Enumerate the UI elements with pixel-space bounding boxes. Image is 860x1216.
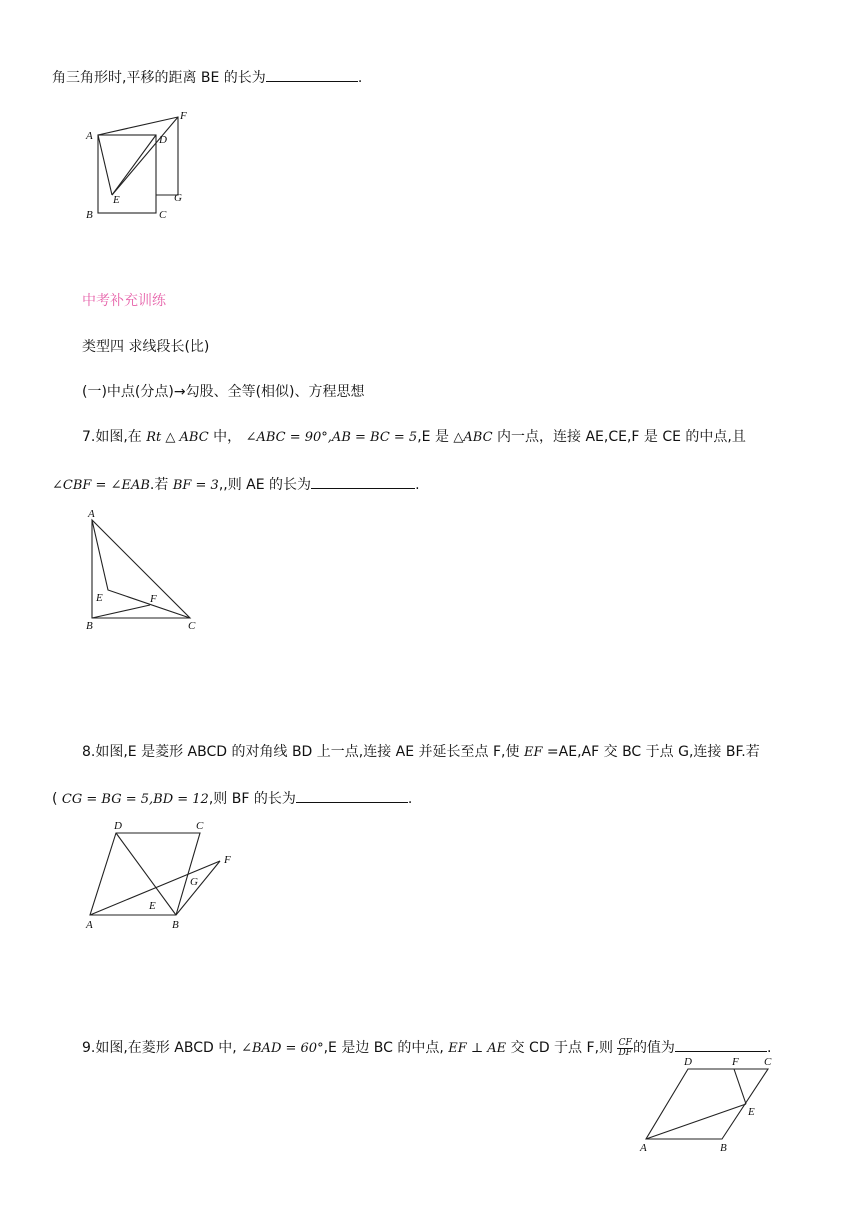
- label-F: F: [150, 593, 157, 605]
- fraction-cf-df: $\frac{CF}{DF}$: [618, 1037, 632, 1058]
- question-9: 9.如图,在菱形 ABCD 中, ∠BAD = 60°,E 是边 BC 的中点, EF ⊥ AE 交 CD 于点 F,则 $\frac{CF}{DF}$ 的值为 .: [82, 1037, 772, 1058]
- label-F: F: [732, 1056, 739, 1068]
- section-type-title: 类型四 求线段长(比): [82, 339, 210, 355]
- label-C: C: [764, 1056, 772, 1068]
- label-C: C: [196, 820, 204, 832]
- label-E: E: [113, 194, 120, 206]
- label-A: A: [86, 919, 93, 931]
- label-B: B: [172, 919, 179, 931]
- label-G: G: [190, 876, 198, 888]
- label-A: A: [640, 1142, 647, 1154]
- label-D: D: [114, 820, 122, 832]
- figure-translated-square: [80, 105, 200, 225]
- answer-blank[interactable]: [296, 787, 408, 803]
- label-A: A: [86, 130, 93, 142]
- label-G: G: [174, 192, 182, 204]
- question-6-tail: 角三角形时,平移的距离 BE 的长为 .: [52, 66, 362, 88]
- label-C: C: [188, 620, 196, 632]
- question-8-line-1: 8.如图,E 是菱形 ABCD 的对角线 BD 上一点,连接 AE 并延长至点 F,使 EF =AE,AF 交 BC 于点 G,连接 BF.若: [82, 744, 760, 760]
- label-A: A: [88, 508, 95, 520]
- label-E: E: [149, 900, 156, 912]
- figure-rhombus-60: [632, 1053, 782, 1158]
- question-7-line-1: 7.如图,在 Rt △ ABC 中， ∠ABC = 90°,AB = BC = 5,E 是 △ABC 内一点，连接 AE,CE,F 是 CE 的中点,且: [82, 429, 746, 445]
- answer-blank[interactable]: [675, 1036, 767, 1052]
- label-C: C: [159, 209, 167, 221]
- label-E: E: [96, 592, 103, 604]
- label-D: D: [159, 134, 167, 146]
- question-8-line-2: ( CG = BG = 5,BD = 12,则 BF 的长为 .: [52, 787, 412, 810]
- answer-blank[interactable]: [311, 473, 415, 489]
- section-pink-title: 中考补充训练: [82, 293, 166, 309]
- label-D: D: [684, 1056, 692, 1068]
- question-7-line-2: ∠CBF = ∠EAB.若 BF = 3,,则 AE 的长为 .: [52, 473, 420, 496]
- answer-blank[interactable]: [266, 66, 358, 82]
- label-F: F: [180, 110, 187, 122]
- section-sub-title: (一)中点(分点)→勾股、全等(相似)、方程思想: [82, 384, 365, 400]
- figure-right-triangle: [80, 505, 210, 635]
- label-B: B: [86, 620, 93, 632]
- label-E: E: [748, 1106, 755, 1118]
- label-B: B: [86, 209, 93, 221]
- label-B: B: [720, 1142, 727, 1154]
- figure-rhombus-bd: [78, 815, 248, 935]
- label-F: F: [224, 854, 231, 866]
